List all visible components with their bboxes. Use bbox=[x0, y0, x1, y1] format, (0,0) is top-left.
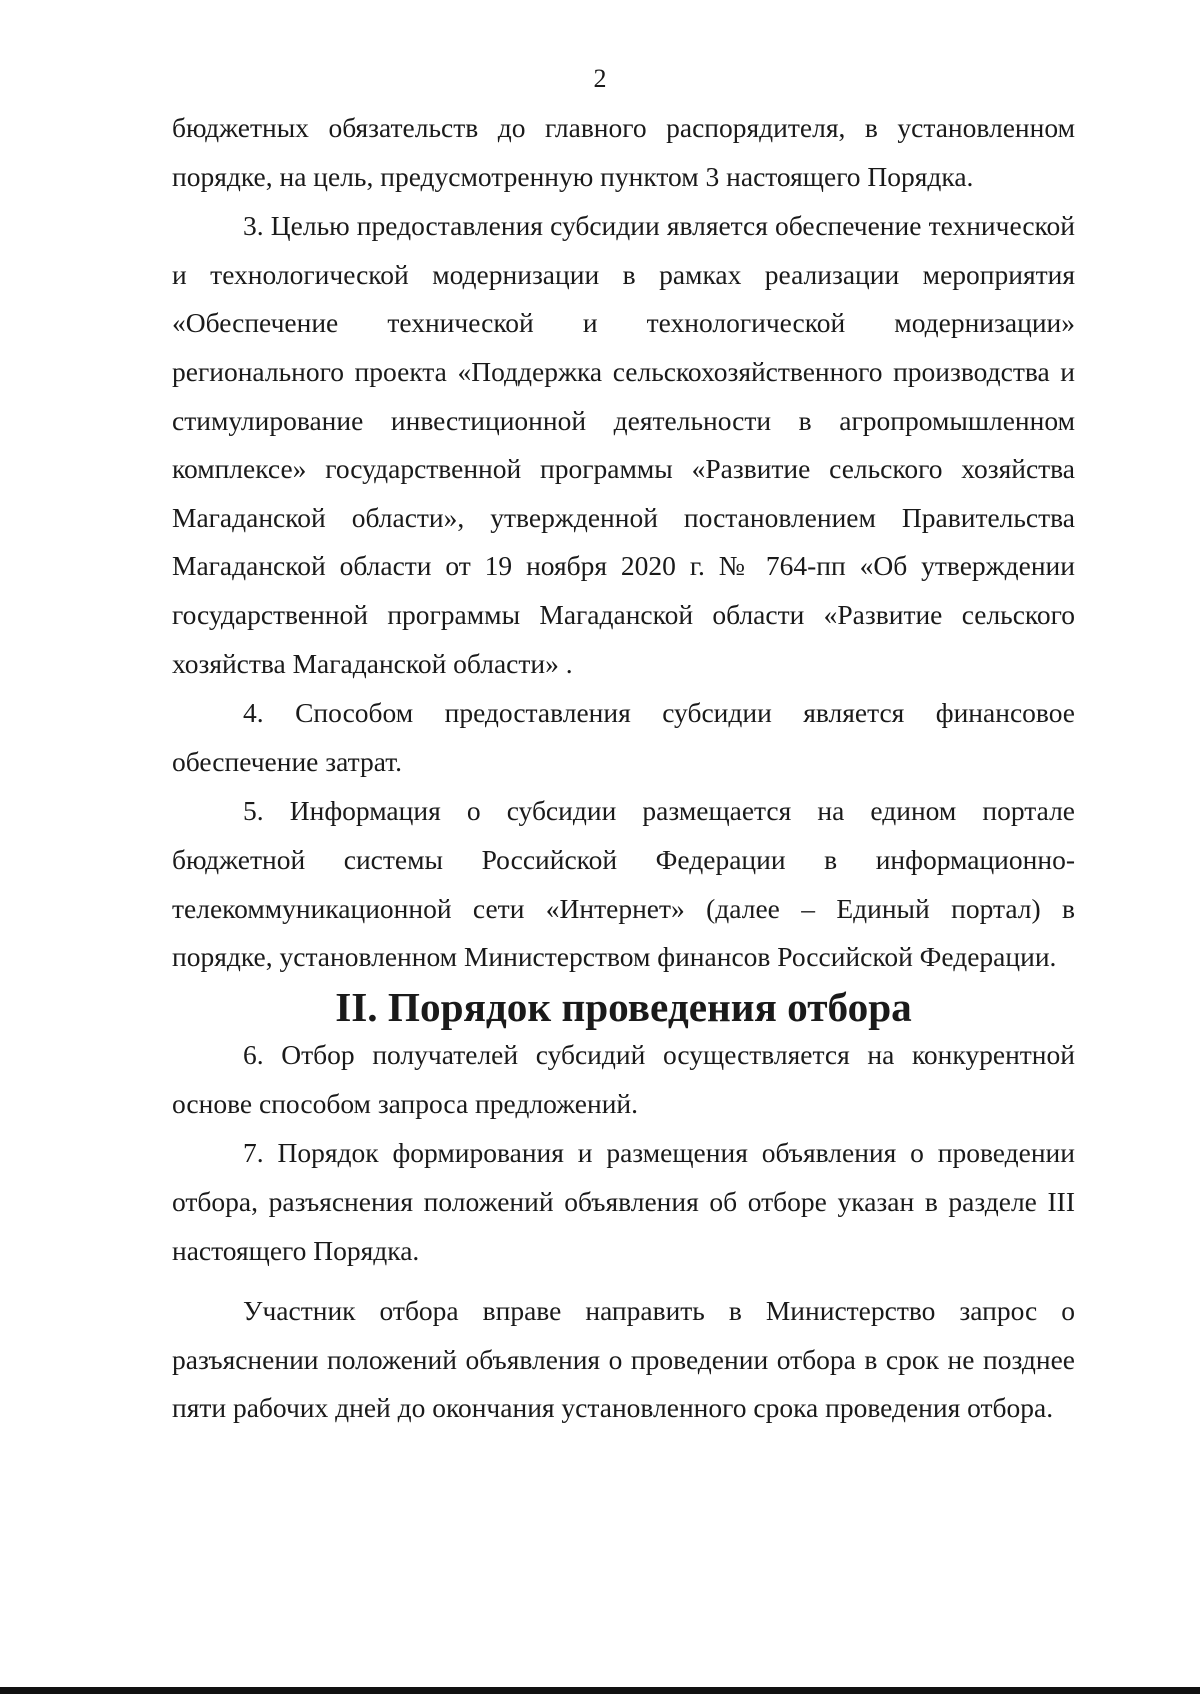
document-body bbox=[172, 104, 1075, 1433]
bottom-edge-rule bbox=[0, 1687, 1200, 1694]
paragraph-participant-request: Участник отбора вправе направить в Министерство запрос о разъяснении положений объявления о проведении отбора в срок не позднее пяти рабочих дней до окончания установленного срока проведения отбора. bbox=[172, 1295, 1075, 1424]
paragraph-3-purpose: 3. Целью предоставления субсидии является обеспечение технической и технологической модернизации в рамках реализации мероприятия «Обеспечение технической и технологической модернизации» регионального проекта «Поддержка сельскохозяйственного производства и стимулирование инвестиционной деятельности в агропромышленном комплексе» государственной программы «Развитие сельского хозяйства Магаданской области», утвержденной постановлением Правительства Магаданской области от 19 ноября 2020 г. № 764-пп «Об утверждении государственной программы Магаданской области «Развитие сельского хозяйства Магаданской области» . bbox=[172, 210, 1075, 679]
paragraph-6-selection: 6. Отбор получателей субсидий осуществляется на конкурентной основе способом запроса предложений. bbox=[172, 1039, 1075, 1119]
section-heading-selection-procedure: II. Порядок проведения отбора bbox=[335, 983, 912, 1030]
paragraph-5-information: 5. Информация о субсидии размещается на едином портале бюджетной системы Российской Федерации в информационно-телекоммуникационной сети «Интернет» (далее – Единый портал) в порядке, установленном Министерством финансов Российской Федерации. bbox=[172, 795, 1075, 973]
paragraph-4-method: 4. Способом предоставления субсидии является финансовое обеспечение затрат. bbox=[172, 697, 1075, 777]
paragraph-continuation: бюджетных обязательств до главного распорядителя, в установленном порядке, на цель, предусмотренную пунктом 3 настоящего Порядка. bbox=[172, 112, 1075, 192]
paragraph-7-announcement: 7. Порядок формирования и размещения объявления о проведении отбора, разъяснения положений объявления об отборе указан в разделе III настоящего Порядка. bbox=[172, 1137, 1075, 1266]
page-number: 2 bbox=[593, 64, 607, 93]
